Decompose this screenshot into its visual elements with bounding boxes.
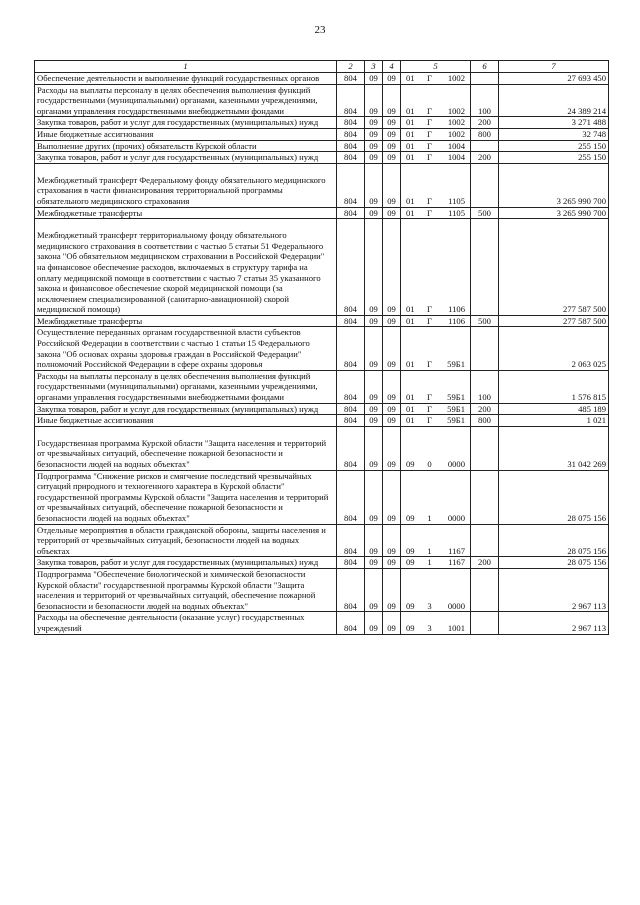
gr-code: 804 <box>337 315 365 327</box>
gr-code: 804 <box>337 557 365 569</box>
page-number: 23 <box>314 24 326 36</box>
expense-name: Государственная программа Курской области "Защита населения и территорий от чрезвычайных ситуаций, обеспечение пожарной безопасности и безопасности людей на водных объектах" <box>35 426 337 470</box>
target-article-code <box>401 84 471 117</box>
target-article-part: 01 <box>406 152 415 163</box>
expense-name: Закупка товаров, работ и услуг для государственных (муниципальных) нужд <box>35 117 337 129</box>
rz-code: 09 <box>365 73 383 85</box>
pr-code: 09 <box>383 568 401 611</box>
target-article-parts <box>403 73 468 84</box>
table-row <box>35 207 609 219</box>
amount: 3 265 990 700 <box>499 163 609 207</box>
target-article-part: 1106 <box>448 315 465 326</box>
table-header-row <box>35 61 609 73</box>
target-article-part: 1 <box>427 545 432 556</box>
amount: 1 021 <box>499 415 609 427</box>
rz-code: 09 <box>365 568 383 611</box>
amount: 277 587 500 <box>499 315 609 327</box>
pr-code: 09 <box>383 207 401 219</box>
target-article-part: Г <box>427 207 432 218</box>
table-row <box>35 612 609 634</box>
target-article-part: Г <box>427 105 432 116</box>
table-row <box>35 73 609 85</box>
expense-name: Выполнение других (прочих) обязательств Курской области <box>35 140 337 152</box>
expense-type-code <box>471 426 499 470</box>
gr-code: 804 <box>337 568 365 611</box>
table-row <box>35 84 609 117</box>
target-article-part: 1105 <box>448 207 465 218</box>
amount: 277 587 500 <box>499 219 609 316</box>
target-article-code <box>401 524 471 557</box>
target-article-part: Г <box>427 73 432 83</box>
gr-code: 804 <box>337 163 365 207</box>
gr-code: 804 <box>337 327 365 370</box>
target-article-part: 1105 <box>448 195 465 206</box>
target-article-code <box>401 73 471 85</box>
target-article-parts <box>403 117 468 128</box>
target-article-part: 09 <box>406 622 415 633</box>
expense-type-code <box>471 524 499 557</box>
pr-code: 09 <box>383 219 401 316</box>
target-article-parts <box>403 196 468 207</box>
target-article-part: 1004 <box>447 152 465 163</box>
expense-name: Закупка товаров, работ и услуг для государственных (муниципальных) нужд <box>35 557 337 569</box>
rz-code: 09 <box>365 117 383 129</box>
amount: 28 075 156 <box>499 470 609 524</box>
target-article-part: 09 <box>406 512 415 523</box>
rz-code: 09 <box>365 370 383 403</box>
target-article-part: 01 <box>406 73 415 83</box>
target-article-part: 0000 <box>447 512 465 523</box>
target-article-part: Г <box>427 128 432 139</box>
expense-type-code <box>471 73 499 85</box>
table-row <box>35 219 609 316</box>
target-article-code <box>401 470 471 524</box>
expense-type-code: 200 <box>471 152 499 164</box>
target-article-code <box>401 140 471 152</box>
rz-code: 09 <box>365 403 383 415</box>
target-article-parts <box>403 359 468 370</box>
target-article-part: 0 <box>427 459 432 469</box>
target-article-code <box>401 219 471 316</box>
target-article-part: 1001 <box>447 622 465 633</box>
target-article-part: 1002 <box>447 128 465 139</box>
target-article-part: 1 <box>427 557 432 568</box>
rz-code: 09 <box>365 152 383 164</box>
expense-name: Расходы на обеспечение деятельности (оказание услуг) государственных учреждений <box>35 612 337 634</box>
amount: 2 967 113 <box>499 612 609 634</box>
target-article-part: 1002 <box>447 117 465 128</box>
target-article-part: 01 <box>406 140 415 151</box>
target-article-parts <box>403 316 468 327</box>
expense-name: Отдельные мероприятия в области гражданской обороны, защиты населения и территорий от чрезвычайных ситуаций, безопасности людей на водных объектах <box>35 524 337 557</box>
gr-code: 804 <box>337 426 365 470</box>
pr-code: 09 <box>383 140 401 152</box>
expense-type-code: 200 <box>471 403 499 415</box>
budget-table <box>34 60 609 635</box>
rz-code: 09 <box>365 140 383 152</box>
gr-code: 804 <box>337 140 365 152</box>
target-article-part: Г <box>427 152 432 163</box>
table-row <box>35 117 609 129</box>
rz-code: 09 <box>365 524 383 557</box>
pr-code: 09 <box>383 612 401 634</box>
table-row <box>35 426 609 470</box>
target-article-part: 01 <box>406 315 415 326</box>
rz-code: 09 <box>365 327 383 370</box>
expense-type-code <box>471 470 499 524</box>
target-article-part: 59Б1 <box>447 415 465 426</box>
amount: 3 271 488 <box>499 117 609 129</box>
target-article-part: 01 <box>406 392 415 403</box>
target-article-part: 1004 <box>447 140 465 151</box>
pr-code: 09 <box>383 415 401 427</box>
target-article-code <box>401 426 471 470</box>
target-article-part: 1 <box>427 512 432 523</box>
pr-code: 09 <box>383 73 401 85</box>
rz-code: 09 <box>365 557 383 569</box>
rz-code: 09 <box>365 426 383 470</box>
target-article-part: 0000 <box>447 459 465 469</box>
target-article-code <box>401 568 471 611</box>
pr-code: 09 <box>383 370 401 403</box>
expense-name: Межбюджетные трансферты <box>35 207 337 219</box>
gr-code: 804 <box>337 84 365 117</box>
table-row <box>35 163 609 207</box>
column-header: 2 <box>337 61 365 73</box>
pr-code: 09 <box>383 128 401 140</box>
table-row <box>35 568 609 611</box>
target-article-part: Г <box>427 140 432 151</box>
target-article-code <box>401 128 471 140</box>
expense-name: Подпрограмма "Обеспечение биологической и химической безопасности Курской области" государственной программы Курской области "Защита населения и территорий от чрезвычайных ситуаций, обеспечение пожарной безопасности и безопасности людей на водных объектах" <box>35 568 337 611</box>
target-article-parts <box>403 546 468 557</box>
target-article-code <box>401 612 471 634</box>
expense-type-code: 200 <box>471 117 499 129</box>
amount: 32 748 <box>499 128 609 140</box>
column-header: 1 <box>35 61 337 73</box>
expense-name: Иные бюджетные ассигнования <box>35 128 337 140</box>
gr-code: 804 <box>337 152 365 164</box>
table-row <box>35 128 609 140</box>
target-article-part: 59Б1 <box>447 392 465 403</box>
amount: 1 576 815 <box>499 370 609 403</box>
target-article-parts <box>403 601 468 612</box>
table-row <box>35 403 609 415</box>
expense-type-code <box>471 327 499 370</box>
target-article-part: 01 <box>406 415 415 426</box>
target-article-part: 01 <box>406 304 415 315</box>
target-article-part: 09 <box>406 545 415 556</box>
amount: 255 150 <box>499 152 609 164</box>
rz-code: 09 <box>365 219 383 316</box>
amount: 28 075 156 <box>499 557 609 569</box>
expense-name: Закупка товаров, работ и услуг для государственных (муниципальных) нужд <box>35 152 337 164</box>
target-article-parts <box>403 129 468 140</box>
gr-code: 804 <box>337 524 365 557</box>
target-article-part: 01 <box>406 105 415 116</box>
target-article-code <box>401 163 471 207</box>
table-row <box>35 557 609 569</box>
target-article-part: 1002 <box>447 73 465 83</box>
target-article-code <box>401 315 471 327</box>
target-article-part: 01 <box>406 403 415 414</box>
expense-name: Межбюджетный трансферт территориальному фонду обязательного медицинского страхования в соответствии с частью 5 статьи 51 Федерального закона "Об обязательном медицинском страховании в Российской Федерации" на финансовое обеспечение расходов, включаемых в структуру тарифа на оплату медицинской помощи в соответствии с частью 7 статьи 35 указанного закона и финансовое обеспечение скорой медицинской помощи (за исключением специализированной (санитарно-авиационной) скорой медицинской помощи) <box>35 219 337 316</box>
target-article-part: 01 <box>406 359 415 370</box>
rz-code: 09 <box>365 415 383 427</box>
target-article-code <box>401 370 471 403</box>
target-article-code <box>401 152 471 164</box>
target-article-part: 59Б1 <box>447 403 465 414</box>
rz-code: 09 <box>365 84 383 117</box>
target-article-code <box>401 327 471 370</box>
target-article-parts <box>403 415 468 426</box>
target-article-parts <box>403 392 468 403</box>
target-article-part: Г <box>427 359 432 370</box>
amount: 255 150 <box>499 140 609 152</box>
rz-code: 09 <box>365 612 383 634</box>
table-row <box>35 327 609 370</box>
expense-type-code: 800 <box>471 128 499 140</box>
gr-code: 804 <box>337 219 365 316</box>
expense-type-code <box>471 140 499 152</box>
table-row <box>35 152 609 164</box>
gr-code: 804 <box>337 470 365 524</box>
target-article-part: Г <box>427 117 432 128</box>
pr-code: 09 <box>383 117 401 129</box>
pr-code: 09 <box>383 426 401 470</box>
amount: 2 967 113 <box>499 568 609 611</box>
expense-type-code <box>471 568 499 611</box>
expense-type-code: 200 <box>471 557 499 569</box>
target-article-parts <box>403 304 468 315</box>
amount: 485 189 <box>499 403 609 415</box>
column-header: 4 <box>383 61 401 73</box>
amount: 2 063 025 <box>499 327 609 370</box>
pr-code: 09 <box>383 163 401 207</box>
column-header: 6 <box>471 61 499 73</box>
target-article-part: 3 <box>427 600 432 611</box>
expense-type-code: 500 <box>471 207 499 219</box>
target-article-parts <box>403 106 468 117</box>
target-article-parts <box>403 557 468 568</box>
target-article-part: Г <box>427 403 432 414</box>
gr-code: 804 <box>337 415 365 427</box>
expense-type-code: 500 <box>471 315 499 327</box>
column-header: 7 <box>499 61 609 73</box>
target-article-part: 1002 <box>447 105 465 116</box>
target-article-part: 09 <box>406 459 415 469</box>
expense-name: Обеспечение деятельности и выполнение функций государственных органов <box>35 73 337 85</box>
rz-code: 09 <box>365 207 383 219</box>
target-article-part: Г <box>427 304 432 315</box>
amount: 31 042 269 <box>499 426 609 470</box>
rz-code: 09 <box>365 128 383 140</box>
expense-name: Осуществление переданных органам государственной власти субъектов Российской Федерации в соответствии с частью 1 статьи 15 Федерального закона "Об основах охраны здоровья граждан в Российской Федерации" полномочий Российской Федерации в сфере охраны здоровья <box>35 327 337 370</box>
gr-code: 804 <box>337 128 365 140</box>
target-article-part: 01 <box>406 195 415 206</box>
target-article-part: 1167 <box>448 545 465 556</box>
amount: 28 075 156 <box>499 524 609 557</box>
table-body <box>35 73 609 635</box>
target-article-parts <box>403 208 468 219</box>
column-header: 5 <box>401 61 471 73</box>
target-article-part: 09 <box>406 600 415 611</box>
table-row <box>35 415 609 427</box>
amount: 3 265 990 700 <box>499 207 609 219</box>
target-article-part: 01 <box>406 128 415 139</box>
pr-code: 09 <box>383 315 401 327</box>
pr-code: 09 <box>383 403 401 415</box>
pr-code: 09 <box>383 524 401 557</box>
gr-code: 804 <box>337 370 365 403</box>
target-article-parts <box>403 513 468 524</box>
target-article-part: 59Б1 <box>447 359 465 370</box>
expense-name: Расходы на выплаты персоналу в целях обеспечения выполнения функций государственными (муниципальными) органами, казенными учреждениями, органами управления государственными внебюджетными фондами <box>35 370 337 403</box>
target-article-part: Г <box>427 195 432 206</box>
target-article-code <box>401 207 471 219</box>
gr-code: 804 <box>337 403 365 415</box>
target-article-part: 1167 <box>448 557 465 568</box>
table-row <box>35 524 609 557</box>
pr-code: 09 <box>383 470 401 524</box>
expense-type-code: 100 <box>471 84 499 117</box>
target-article-part: 1106 <box>448 304 465 315</box>
expense-name: Расходы на выплаты персоналу в целях обеспечения выполнения функций государственными (муниципальными) органами, казенными учреждениями, органами управления государственными внебюджетными фондами <box>35 84 337 117</box>
target-article-parts <box>403 623 468 634</box>
expense-name: Иные бюджетные ассигнования <box>35 415 337 427</box>
pr-code: 09 <box>383 152 401 164</box>
expense-name: Закупка товаров, работ и услуг для государственных (муниципальных) нужд <box>35 403 337 415</box>
expense-type-code: 100 <box>471 370 499 403</box>
target-article-part: Г <box>427 415 432 426</box>
target-article-parts <box>403 141 468 152</box>
gr-code: 804 <box>337 117 365 129</box>
target-article-code <box>401 117 471 129</box>
expense-type-code <box>471 219 499 316</box>
expense-type-code: 800 <box>471 415 499 427</box>
pr-code: 09 <box>383 327 401 370</box>
rz-code: 09 <box>365 470 383 524</box>
rz-code: 09 <box>365 315 383 327</box>
expense-name: Межбюджетный трансферт Федеральному фонду обязательного медицинского страхования в части финансирования территориальной программы обязательного медицинского страхования <box>35 163 337 207</box>
target-article-part: 0000 <box>447 600 465 611</box>
table-row <box>35 140 609 152</box>
pr-code: 09 <box>383 84 401 117</box>
gr-code: 804 <box>337 207 365 219</box>
expense-type-code <box>471 163 499 207</box>
target-article-part: Г <box>427 392 432 403</box>
target-article-parts <box>403 404 468 415</box>
amount: 24 389 214 <box>499 84 609 117</box>
gr-code: 804 <box>337 612 365 634</box>
target-article-parts <box>403 459 468 470</box>
amount: 27 693 450 <box>499 73 609 85</box>
expense-name: Межбюджетные трансферты <box>35 315 337 327</box>
column-header: 3 <box>365 61 383 73</box>
gr-code: 804 <box>337 73 365 85</box>
rz-code: 09 <box>365 163 383 207</box>
target-article-parts <box>403 152 468 163</box>
target-article-part: 01 <box>406 117 415 128</box>
pr-code: 09 <box>383 557 401 569</box>
target-article-part: Г <box>427 315 432 326</box>
table-row <box>35 470 609 524</box>
target-article-code <box>401 557 471 569</box>
target-article-code <box>401 403 471 415</box>
target-article-part: 01 <box>406 207 415 218</box>
table-row <box>35 315 609 327</box>
target-article-part: 09 <box>406 557 415 568</box>
target-article-code <box>401 415 471 427</box>
table-row <box>35 370 609 403</box>
expense-name: Подпрограмма "Снижение рисков и смягчение последствий чрезвычайных ситуаций природного и техногенного характера в Курской области" государственной программы Курской области "Защита населения и территорий от чрезвычайных ситуаций, обеспечение пожарной безопасности и безопасности людей на водных объектах" <box>35 470 337 524</box>
target-article-part: 3 <box>427 622 432 633</box>
expense-type-code <box>471 612 499 634</box>
